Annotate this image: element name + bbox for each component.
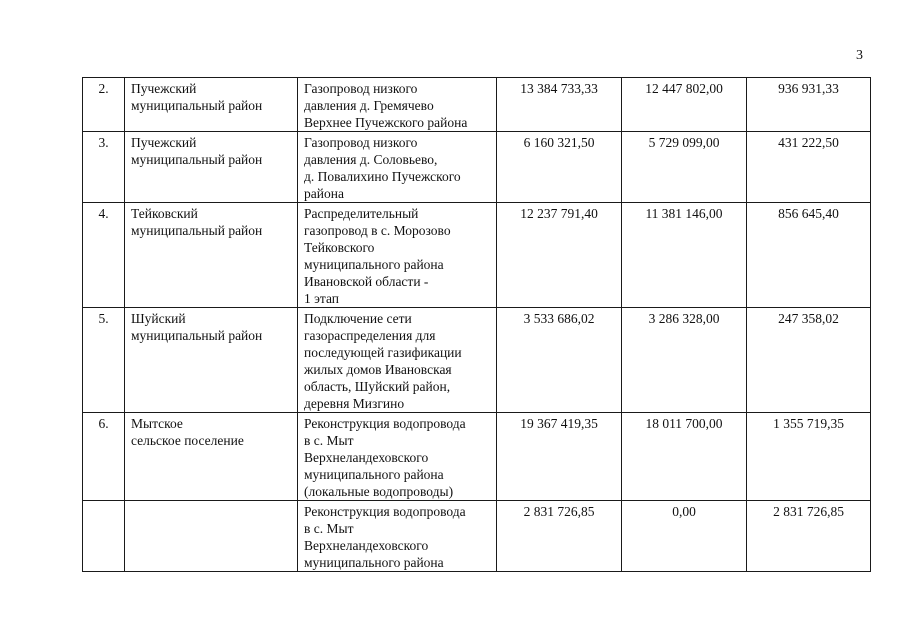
table-row [83,132,871,203]
object-description: Реконструкция водопровода в с. Мыт Верхнеландеховского муниципального района [298,501,497,572]
object-description: Распределительный газопровод в с. Морозово Тейковского муниципального района Ивановской области - 1 этап [298,203,497,308]
table-row [83,308,871,413]
municipality-name: Шуйский муниципальный район [125,308,298,413]
amount-a: 5 729 099,00 [622,132,747,203]
total-amount: 3 533 686,02 [497,308,622,413]
amount-b: 936 931,33 [747,78,871,132]
row-number: 3. [83,132,125,203]
municipality-name: Мытское сельское поселение [125,413,298,501]
amount-a: 18 011 700,00 [622,413,747,501]
amount-a: 0,00 [622,501,747,572]
amount-b: 856 645,40 [747,203,871,308]
municipality-name: Тейковский муниципальный район [125,203,298,308]
table-row [83,413,871,501]
object-description: Реконструкция водопровода в с. Мыт Верхнеландеховского муниципального района (локальные водопроводы) [298,413,497,501]
row-number [83,501,125,572]
table-row [83,203,871,308]
page-number: 3 [856,48,863,63]
amount-a: 12 447 802,00 [622,78,747,132]
table-row [83,78,871,132]
row-number: 4. [83,203,125,308]
total-amount: 13 384 733,33 [497,78,622,132]
amount-a: 3 286 328,00 [622,308,747,413]
amount-b: 1 355 719,35 [747,413,871,501]
total-amount: 6 160 321,50 [497,132,622,203]
object-description: Газопровод низкого давления д. Соловьево, д. Повалихино Пучежского района [298,132,497,203]
total-amount: 2 831 726,85 [497,501,622,572]
row-number: 6. [83,413,125,501]
amount-b: 247 358,02 [747,308,871,413]
row-number: 2. [83,78,125,132]
total-amount: 12 237 791,40 [497,203,622,308]
object-description: Подключение сети газораспределения для последующей газификации жилых домов Ивановская область, Шуйский район, деревня Мизгино [298,308,497,413]
funding-table [82,77,871,572]
municipality-name [125,501,298,572]
amount-b: 2 831 726,85 [747,501,871,572]
municipality-name: Пучежский муниципальный район [125,78,298,132]
total-amount: 19 367 419,35 [497,413,622,501]
amount-a: 11 381 146,00 [622,203,747,308]
table-row [83,501,871,572]
row-number: 5. [83,308,125,413]
amount-b: 431 222,50 [747,132,871,203]
municipality-name: Пучежский муниципальный район [125,132,298,203]
object-description: Газопровод низкого давления д. Гремячево Верхнее Пучежского района [298,78,497,132]
